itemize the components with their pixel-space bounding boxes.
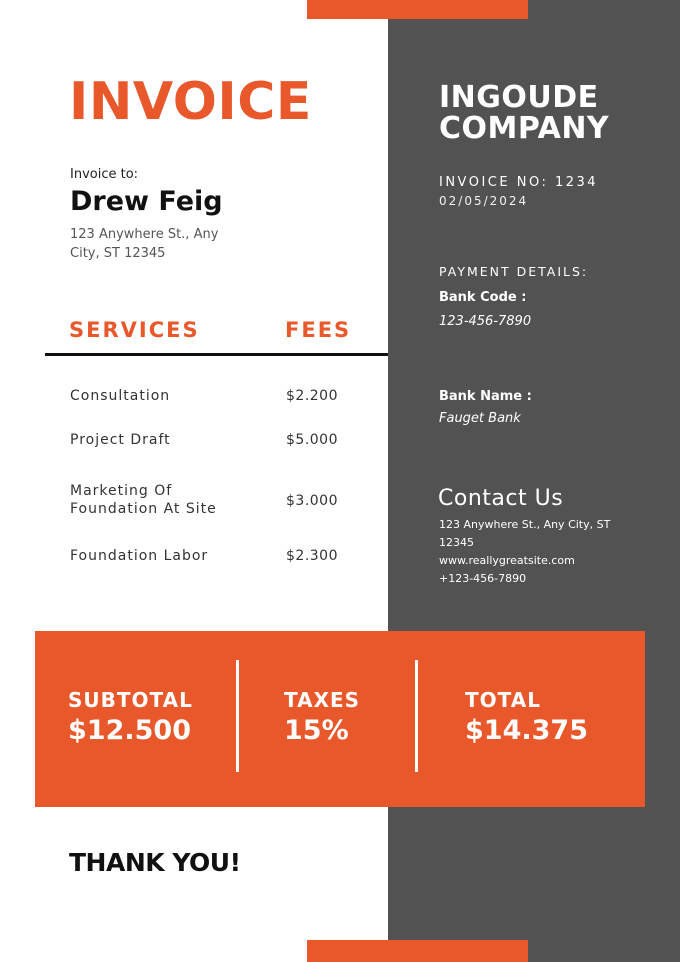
service-name-line1: Marketing Of <box>70 483 173 499</box>
total-value: $14.375 <box>465 715 588 746</box>
subtotal-block <box>68 688 193 748</box>
invoice-date: 02/05/2024 <box>439 194 529 208</box>
invoice-title: INVOICE <box>69 72 312 132</box>
service-name: Foundation Labor <box>70 548 209 564</box>
subtotal-label: SUBTOTAL <box>68 688 193 712</box>
totals-summary <box>35 631 645 807</box>
total-label: TOTAL <box>465 688 541 712</box>
client-name: Drew Feig <box>70 186 223 217</box>
thank-you-message: THANK YOU! <box>69 848 241 877</box>
service-fee: $3.000 <box>286 493 338 509</box>
services-column-header: SERVICES <box>69 318 200 342</box>
contact-website[interactable]: www.reallygreatsite.com <box>439 554 575 567</box>
total-block <box>465 688 588 748</box>
service-fee: $2.200 <box>286 388 338 404</box>
service-name: Project Draft <box>70 432 171 448</box>
taxes-block <box>284 688 360 748</box>
bank-code-label: Bank Code : <box>439 290 527 305</box>
service-name: Consultation <box>70 388 171 404</box>
contact-phone[interactable]: +123-456-7890 <box>439 572 527 585</box>
bottom-accent-bar <box>307 940 528 962</box>
service-name-line2: Foundation At Site <box>70 501 217 517</box>
bank-name-label: Bank Name : <box>439 389 532 404</box>
bank-name-value: Fauget Bank <box>439 411 521 426</box>
top-accent-bar <box>307 0 528 19</box>
client-address <box>70 225 270 263</box>
company-name-line2: COMPANY <box>439 111 610 146</box>
subtotal-value: $12.500 <box>68 715 191 746</box>
client-address-line1: 123 Anywhere St., Any <box>70 227 219 242</box>
taxes-label: TAXES <box>284 688 361 712</box>
company-name <box>439 82 609 144</box>
totals-divider <box>236 660 239 772</box>
payment-heading: PAYMENT DETAILS: <box>439 264 589 279</box>
client-address-line2: City, ST 12345 <box>70 246 166 261</box>
totals-divider <box>415 660 418 772</box>
invoice-number: INVOICE NO: 1234 <box>439 175 599 190</box>
company-name-line1: INGOUDE <box>439 80 599 115</box>
bank-code-value: 123-456-7890 <box>439 314 532 329</box>
taxes-value: 15% <box>284 715 349 746</box>
contact-address-line1: 123 Anywhere St., Any City, ST <box>439 518 611 531</box>
header-divider <box>45 353 388 356</box>
bill-to-label: Invoice to: <box>70 167 139 182</box>
service-fee: $2.300 <box>286 548 338 564</box>
service-fee: $5.000 <box>286 432 338 448</box>
contact-heading: Contact Us <box>438 486 564 511</box>
contact-address-line2: 12345 <box>439 536 474 549</box>
fees-column-header: FEES <box>285 318 352 342</box>
